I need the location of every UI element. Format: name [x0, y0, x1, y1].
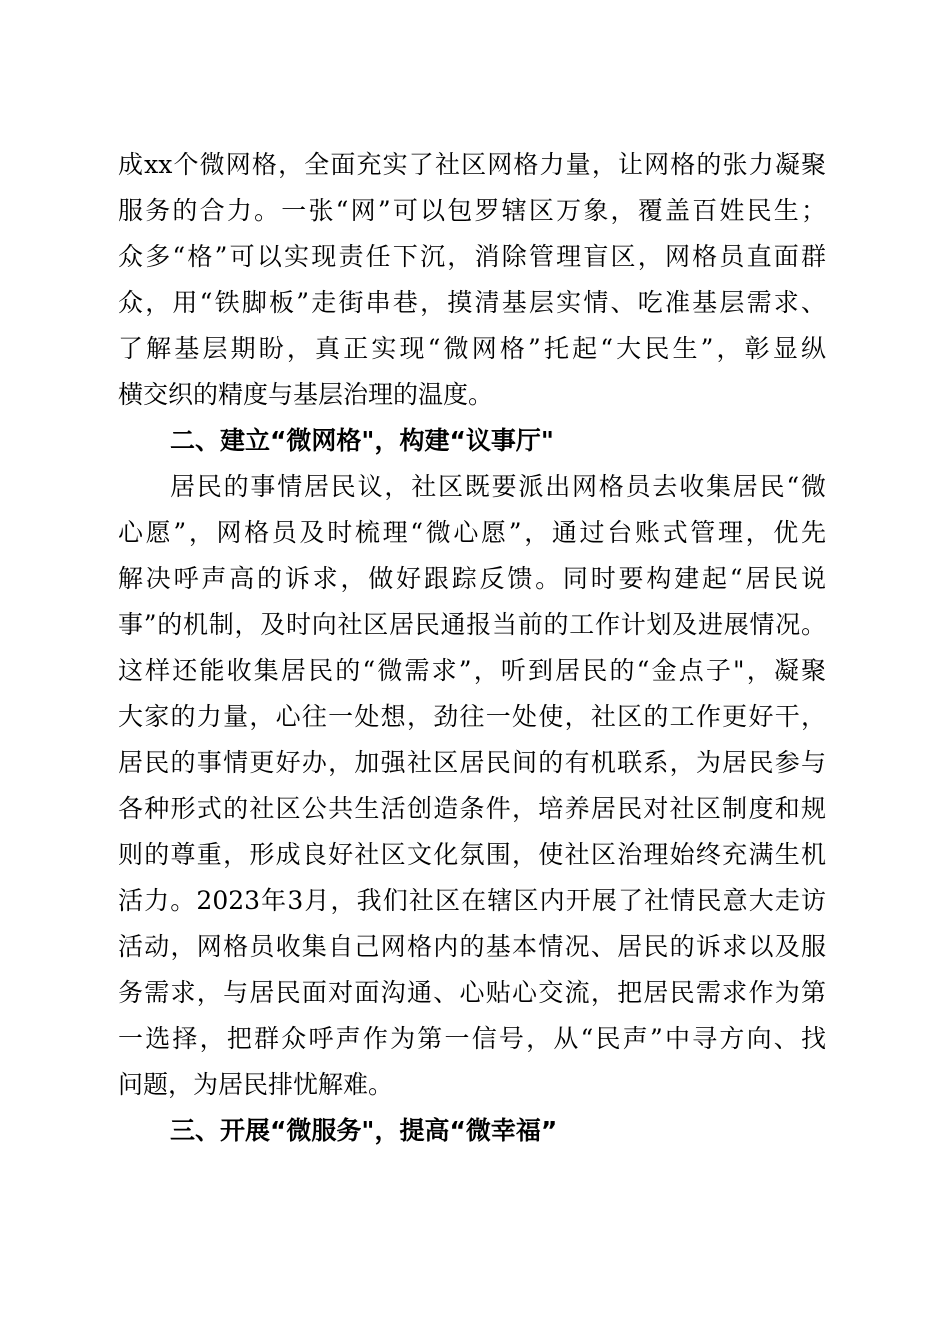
paragraph-2-line-14: 问题，为居民排忧解难。: [118, 1070, 394, 1099]
paragraph-2-line-8: 各种形式的社区公共生活创造条件，培养居民对社区制度和规: [118, 794, 826, 823]
paragraph-2-line-4: 事”的机制，及时向社区居民通报当前的工作计划及进展情况。: [118, 610, 826, 639]
paragraph-2-line-6: 大家的力量，心往一处想，劲往一处使，社区的工作更好干，: [118, 702, 826, 731]
paragraph-2-line-9: 则的尊重，形成良好社区文化氛围，使社区治理始终充满生机: [118, 840, 826, 869]
paragraph-1-line-4: 众，用“铁脚板”走街串巷，摸清基层实情、吃准基层需求、: [118, 288, 826, 317]
paragraph-2-line-2: 心愿”，网格员及时梳理“微心愿”，通过台账式管理，优先: [118, 518, 826, 547]
paragraph-1-line-3: 众多“格”可以实现责任下沉，消除管理盲区，网格员直面群: [118, 242, 826, 271]
paragraph-2-line-3: 解决呼声高的诉求，做好跟踪反馈。同时要构建起“居民说: [118, 564, 826, 593]
paragraph-1-line-5: 了解基层期盼，真正实现“微网格”托起“大民生”，彰显纵: [118, 334, 826, 363]
section-heading-3: 三、开展“微服务"，提高“微幸福”: [170, 1116, 558, 1145]
paragraph-1-line-6: 横交织的精度与基层治理的温度。: [118, 380, 494, 409]
paragraph-2-line-10: 活力。2023年3月，我们社区在辖区内开展了社情民意大走访: [118, 886, 826, 915]
paragraph-1-line-1: 成xx个微网格，全面充实了社区网格力量，让网格的张力凝聚: [118, 150, 826, 179]
paragraph-2-line-11: 活动，网格员收集自己网格内的基本情况、居民的诉求以及服: [118, 932, 826, 961]
paragraph-1-line-2: 服务的合力。一张“网”可以包罗辖区万象，覆盖百姓民生；: [118, 196, 826, 225]
section-heading-2: 二、建立“微网格"，构建“议事厅": [170, 426, 554, 455]
paragraph-2-line-1: 居民的事情居民议，社区既要派出网格员去收集居民“微: [170, 472, 826, 501]
paragraph-2-line-5: 这样还能收集居民的“微需求”，听到居民的“金点子"，凝聚: [118, 656, 826, 685]
paragraph-2-line-7: 居民的事情更好办，加强社区居民间的有机联系，为居民参与: [118, 748, 826, 777]
paragraph-2-line-13: 一选择，把群众呼声作为第一信号，从“民声”中寻方向、找: [118, 1024, 826, 1053]
paragraph-2-line-12: 务需求，与居民面对面沟通、心贴心交流，把居民需求作为第: [118, 978, 826, 1007]
